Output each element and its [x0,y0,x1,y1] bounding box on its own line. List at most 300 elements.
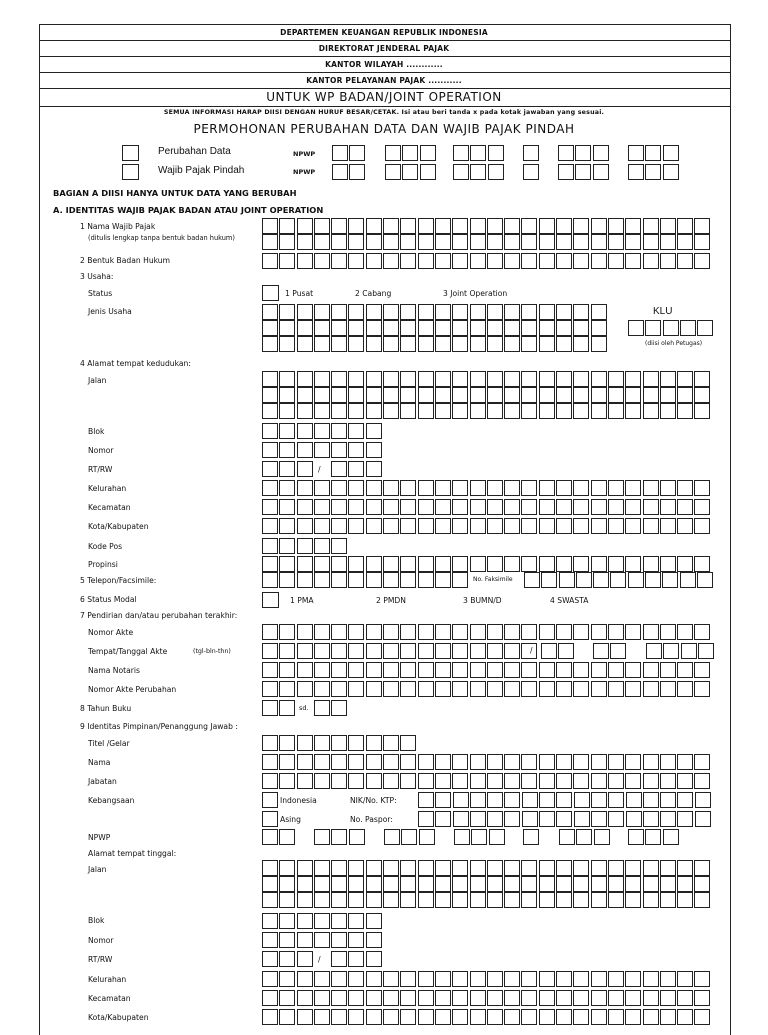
char-box[interactable] [504,234,520,250]
char-box[interactable] [521,990,537,1006]
char-box[interactable] [573,876,589,892]
char-box[interactable] [504,556,520,572]
char-box[interactable] [521,336,537,352]
char-box[interactable] [470,480,486,496]
char-box[interactable] [677,218,693,234]
char-box[interactable] [660,892,676,908]
char-box[interactable] [262,951,278,967]
char-box[interactable] [521,304,537,320]
char-box[interactable] [694,681,710,697]
char-box[interactable] [279,971,295,987]
char-box[interactable] [383,643,399,659]
nomor-boxes[interactable] [262,442,383,458]
jabatan-boxes[interactable] [262,773,712,789]
char-box[interactable] [366,218,382,234]
char-box[interactable] [487,403,503,419]
npwp-perubahan-boxes[interactable] [453,145,505,161]
char-box[interactable] [262,320,278,336]
char-box[interactable] [660,480,676,496]
char-box[interactable] [694,892,710,908]
char-box[interactable] [262,1009,278,1025]
blok-boxes[interactable] [262,423,383,439]
char-box[interactable] [576,829,592,845]
jalan-tinggal-boxes[interactable] [262,860,712,876]
char-box[interactable] [314,860,330,876]
char-box[interactable] [348,860,364,876]
char-box[interactable] [348,643,364,659]
char-box[interactable] [521,556,537,572]
char-box[interactable] [470,304,486,320]
indonesia-checkbox[interactable] [262,792,279,808]
char-box[interactable] [297,371,313,387]
char-box[interactable] [504,518,520,534]
char-box[interactable] [279,423,295,439]
char-box[interactable] [383,990,399,1006]
char-box[interactable] [383,480,399,496]
char-box[interactable] [383,681,399,697]
char-box[interactable] [383,860,399,876]
char-box[interactable] [297,480,313,496]
char-box[interactable] [625,234,641,250]
char-box[interactable] [435,990,451,1006]
char-box[interactable] [366,892,382,908]
char-box[interactable] [262,990,278,1006]
char-box[interactable] [608,681,624,697]
char-box[interactable] [488,164,504,180]
char-box[interactable] [608,387,624,403]
char-box[interactable] [591,754,607,770]
char-box[interactable] [694,971,710,987]
char-box[interactable] [625,499,641,515]
char-box[interactable] [297,1009,313,1025]
char-box[interactable] [470,773,486,789]
char-box[interactable] [521,234,537,250]
char-box[interactable] [262,371,278,387]
char-box[interactable] [539,876,555,892]
char-box[interactable] [348,624,364,640]
char-box[interactable] [262,735,278,751]
rw-boxes[interactable] [331,461,383,477]
char-box[interactable] [698,643,714,659]
char-box[interactable] [556,387,572,403]
char-box[interactable] [504,876,520,892]
char-box[interactable] [348,754,364,770]
char-box[interactable] [556,792,572,808]
char-box[interactable] [383,218,399,234]
char-box[interactable] [591,624,607,640]
char-box[interactable] [539,681,555,697]
jenis-usaha-boxes[interactable] [262,320,608,336]
kodepos-boxes[interactable] [262,538,348,554]
char-box[interactable] [314,572,330,588]
char-box[interactable] [504,624,520,640]
char-box[interactable] [608,480,624,496]
char-box[interactable] [573,773,589,789]
char-box[interactable] [504,480,520,496]
char-box[interactable] [470,892,486,908]
char-box[interactable] [418,253,434,269]
char-box[interactable] [348,480,364,496]
char-box[interactable] [625,990,641,1006]
char-box[interactable] [470,1009,486,1025]
char-box[interactable] [279,913,295,929]
char-box[interactable] [452,403,468,419]
char-box[interactable] [383,387,399,403]
char-box[interactable] [556,990,572,1006]
char-box[interactable] [314,442,330,458]
char-box[interactable] [297,773,313,789]
char-box[interactable] [487,253,503,269]
char-box[interactable] [384,829,400,845]
char-box[interactable] [331,234,347,250]
char-box[interactable] [383,876,399,892]
char-box[interactable] [591,1009,607,1025]
char-box[interactable] [677,860,693,876]
char-box[interactable] [297,971,313,987]
char-box[interactable] [262,480,278,496]
char-box[interactable] [504,1009,520,1025]
char-box[interactable] [677,971,693,987]
char-box[interactable] [435,892,451,908]
char-box[interactable] [348,371,364,387]
char-box[interactable] [418,624,434,640]
char-box[interactable] [331,951,347,967]
char-box[interactable] [556,499,572,515]
char-box[interactable] [573,253,589,269]
char-box[interactable] [487,792,503,808]
char-box[interactable] [331,773,347,789]
char-box[interactable] [262,892,278,908]
char-box[interactable] [470,320,486,336]
char-box[interactable] [694,518,710,534]
char-box[interactable] [262,913,278,929]
char-box[interactable] [591,971,607,987]
char-box[interactable] [418,773,434,789]
perubahan-data-checkbox[interactable] [122,145,139,161]
char-box[interactable] [279,371,295,387]
char-box[interactable] [348,253,364,269]
kelurahan-tinggal-boxes[interactable] [262,971,712,987]
char-box[interactable] [452,253,468,269]
char-box[interactable] [279,932,295,948]
char-box[interactable] [366,253,382,269]
char-box[interactable] [625,681,641,697]
char-box[interactable] [454,829,470,845]
char-box[interactable] [608,556,624,572]
char-box[interactable] [593,572,609,588]
char-box[interactable] [435,643,451,659]
char-box[interactable] [331,700,347,716]
char-box[interactable] [435,304,451,320]
char-box[interactable] [366,624,382,640]
char-box[interactable] [645,164,661,180]
char-box[interactable] [418,403,434,419]
char-box[interactable] [628,145,644,161]
char-box[interactable] [452,499,468,515]
char-box[interactable] [279,387,295,403]
char-box[interactable] [608,234,624,250]
char-box[interactable] [452,234,468,250]
char-box[interactable] [452,387,468,403]
char-box[interactable] [591,480,607,496]
npwp-pindah-boxes[interactable] [332,164,367,180]
char-box[interactable] [314,662,330,678]
char-box[interactable] [348,773,364,789]
kota-tinggal-boxes[interactable] [262,1009,712,1025]
char-box[interactable] [297,754,313,770]
char-box[interactable] [297,735,313,751]
char-box[interactable] [435,480,451,496]
char-box[interactable] [435,971,451,987]
char-box[interactable] [366,876,382,892]
char-box[interactable] [435,253,451,269]
char-box[interactable] [400,572,416,588]
char-box[interactable] [331,253,347,269]
char-box[interactable] [400,773,416,789]
char-box[interactable] [297,234,313,250]
char-box[interactable] [314,387,330,403]
char-box[interactable] [452,556,468,572]
char-box[interactable] [314,423,330,439]
char-box[interactable] [349,164,365,180]
tahun-boxes[interactable] [646,643,715,659]
char-box[interactable] [262,662,278,678]
char-box[interactable] [521,662,537,678]
char-box[interactable] [573,336,589,352]
jenis-usaha-boxes[interactable] [262,336,608,352]
char-box[interactable] [470,876,486,892]
char-box[interactable] [297,662,313,678]
klu-boxes[interactable] [628,320,714,336]
char-box[interactable] [279,556,295,572]
char-box[interactable] [541,572,557,588]
char-box[interactable] [400,681,416,697]
char-box[interactable] [504,662,520,678]
notaris-boxes[interactable] [262,662,712,678]
char-box[interactable] [348,990,364,1006]
char-box[interactable] [314,556,330,572]
char-box[interactable] [608,860,624,876]
status-usaha-box[interactable] [262,285,279,301]
char-box[interactable] [366,556,382,572]
char-box[interactable] [556,518,572,534]
char-box[interactable] [523,829,539,845]
char-box[interactable] [504,811,520,827]
npwp-pindah-boxes[interactable] [523,164,540,180]
char-box[interactable] [556,773,572,789]
char-box[interactable] [331,518,347,534]
char-box[interactable] [400,387,416,403]
kecamatan-tinggal-boxes[interactable] [262,990,712,1006]
char-box[interactable] [400,643,416,659]
tahun-buku-awal-boxes[interactable] [262,700,297,716]
char-box[interactable] [262,681,278,697]
asing-checkbox[interactable] [262,811,279,827]
char-box[interactable] [314,234,330,250]
char-box[interactable] [593,643,609,659]
char-box[interactable] [332,164,348,180]
char-box[interactable] [383,892,399,908]
char-box[interactable] [556,860,572,876]
char-box[interactable] [331,371,347,387]
char-box[interactable] [435,754,451,770]
char-box[interactable] [314,624,330,640]
char-box[interactable] [366,403,382,419]
char-box[interactable] [521,754,537,770]
nama-pimpinan-boxes[interactable] [262,754,712,770]
char-box[interactable] [366,423,382,439]
char-box[interactable] [625,403,641,419]
char-box[interactable] [608,754,624,770]
char-box[interactable] [262,792,278,808]
char-box[interactable] [643,253,659,269]
char-box[interactable] [470,811,486,827]
char-box[interactable] [504,860,520,876]
char-box[interactable] [452,218,468,234]
char-box[interactable] [418,234,434,250]
char-box[interactable] [694,624,710,640]
char-box[interactable] [348,735,364,751]
char-box[interactable] [573,387,589,403]
char-box[interactable] [366,320,382,336]
char-box[interactable] [262,253,278,269]
char-box[interactable] [660,860,676,876]
char-box[interactable] [383,971,399,987]
char-box[interactable] [348,304,364,320]
char-box[interactable] [608,1009,624,1025]
char-box[interactable] [591,403,607,419]
char-box[interactable] [366,480,382,496]
faksimile-boxes[interactable] [524,572,714,588]
char-box[interactable] [348,218,364,234]
char-box[interactable] [573,480,589,496]
char-box[interactable] [663,164,679,180]
char-box[interactable] [314,700,330,716]
char-box[interactable] [435,387,451,403]
char-box[interactable] [366,681,382,697]
char-box[interactable] [556,754,572,770]
char-box[interactable] [573,403,589,419]
char-box[interactable] [559,572,575,588]
char-box[interactable] [262,218,278,234]
char-box[interactable] [573,662,589,678]
char-box[interactable] [643,773,659,789]
char-box[interactable] [608,876,624,892]
char-box[interactable] [643,971,659,987]
char-box[interactable] [331,480,347,496]
char-box[interactable] [470,234,486,250]
char-box[interactable] [435,572,451,588]
char-box[interactable] [573,990,589,1006]
char-box[interactable] [383,735,399,751]
char-box[interactable] [643,371,659,387]
char-box[interactable] [331,932,347,948]
kecamatan-boxes[interactable] [262,499,712,515]
char-box[interactable] [279,442,295,458]
kota-boxes[interactable] [262,518,712,534]
char-box[interactable] [400,518,416,534]
char-box[interactable] [383,624,399,640]
char-box[interactable] [487,320,503,336]
char-box[interactable] [400,499,416,515]
char-box[interactable] [331,403,347,419]
npwp-pimpinan-boxes[interactable] [262,829,297,845]
char-box[interactable] [452,336,468,352]
char-box[interactable] [556,624,572,640]
char-box[interactable] [435,371,451,387]
char-box[interactable] [348,442,364,458]
char-box[interactable] [608,892,624,908]
char-box[interactable] [660,556,676,572]
char-box[interactable] [677,371,693,387]
char-box[interactable] [677,811,693,827]
char-box[interactable] [677,480,693,496]
char-box[interactable] [331,990,347,1006]
char-box[interactable] [262,538,278,554]
char-box[interactable] [470,387,486,403]
char-box[interactable] [470,336,486,352]
char-box[interactable] [539,253,555,269]
char-box[interactable] [470,754,486,770]
blok-tinggal-boxes[interactable] [262,913,383,929]
char-box[interactable] [521,971,537,987]
char-box[interactable] [366,234,382,250]
char-box[interactable] [279,480,295,496]
char-box[interactable] [504,336,520,352]
char-box[interactable] [591,773,607,789]
char-box[interactable] [610,643,626,659]
char-box[interactable] [418,971,434,987]
char-box[interactable] [694,387,710,403]
char-box[interactable] [279,860,295,876]
char-box[interactable] [435,499,451,515]
char-box[interactable] [556,681,572,697]
char-box[interactable] [348,461,364,477]
char-box[interactable] [400,1009,416,1025]
char-box[interactable] [643,387,659,403]
char-box[interactable] [695,811,711,827]
char-box[interactable] [279,754,295,770]
nama-wp-boxes[interactable] [262,234,712,250]
char-box[interactable] [487,387,503,403]
char-box[interactable] [663,320,679,336]
char-box[interactable] [279,403,295,419]
char-box[interactable] [331,860,347,876]
char-box[interactable] [591,518,607,534]
char-box[interactable] [435,234,451,250]
char-box[interactable] [504,971,520,987]
char-box[interactable] [487,304,503,320]
char-box[interactable] [418,681,434,697]
char-box[interactable] [660,253,676,269]
char-box[interactable] [348,932,364,948]
char-box[interactable] [488,145,504,161]
char-box[interactable] [452,518,468,534]
char-box[interactable] [262,234,278,250]
char-box[interactable] [556,336,572,352]
char-box[interactable] [348,1009,364,1025]
char-box[interactable] [279,951,295,967]
char-box[interactable] [418,480,434,496]
bulan-boxes[interactable] [593,643,628,659]
char-box[interactable] [625,371,641,387]
char-box[interactable] [504,403,520,419]
char-box[interactable] [348,681,364,697]
char-box[interactable] [556,304,572,320]
char-box[interactable] [314,990,330,1006]
char-box[interactable] [573,499,589,515]
char-box[interactable] [608,218,624,234]
